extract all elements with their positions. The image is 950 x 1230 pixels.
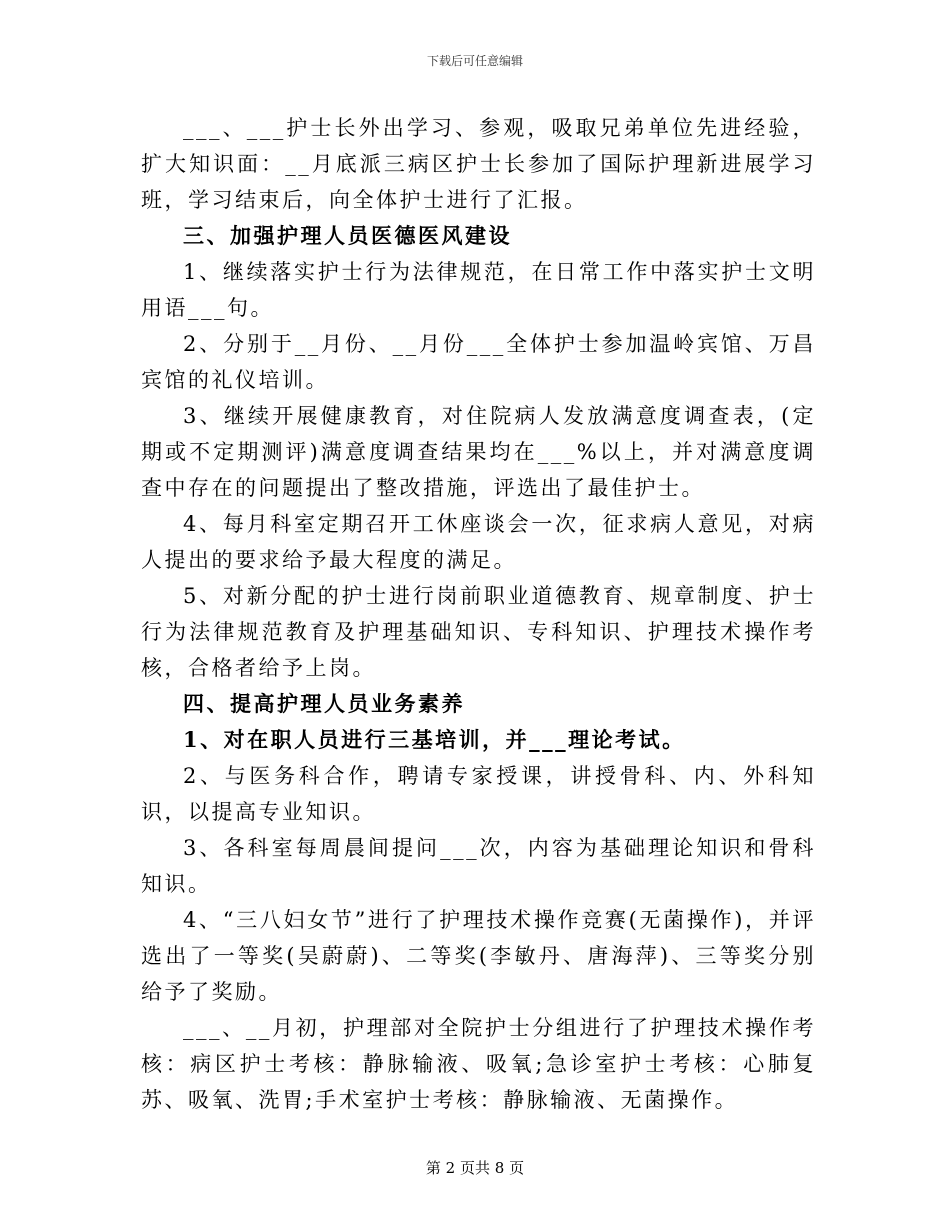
- page-footer: 第 2 页共 8 页: [425, 1159, 525, 1177]
- paragraph: 4、“三八妇女节”进行了护理技术操作竞赛(无菌操作)，并评选出了一等奖(吴蔚蔚)、二等奖(李敏丹、唐海萍)、三等奖分别给予了奖励。: [141, 908, 816, 1004]
- document-body: [141, 110, 816, 1118]
- bold-paragraph: 1、对在职人员进行三基培训，并___理论考试。: [183, 727, 686, 752]
- section-heading: 四、提高护理人员业务素养: [183, 691, 465, 716]
- paragraph: 1、继续落实护士行为法律规范，在日常工作中落实护士文明用语___句。: [141, 260, 816, 320]
- paragraph: 2、分别于__月份、__月份___全体护士参加温岭宾馆、万昌宾馆的礼仪培训。: [141, 332, 816, 392]
- page-header: 下载后可任意编辑: [426, 54, 523, 68]
- paragraph: 5、对新分配的护士进行岗前职业道德教育、规章制度、护士行为法律规范教育及护理基础知识、专科知识、护理技术操作考核，合格者给予上岗。: [141, 584, 816, 680]
- section-heading: 三、加强护理人员医德医风建设: [183, 223, 512, 248]
- paragraph: 2、与医务科合作，聘请专家授课，讲授骨科、内、外科知识，以提高专业知识。: [141, 764, 816, 824]
- paragraph: 3、继续开展健康教育，对住院病人发放满意度调查表，(定期或不定期测评)满意度调查结果均在___%以上，并对满意度调查中存在的问题提出了整改措施，评选出了最佳护士。: [141, 404, 816, 500]
- paragraph: 4、每月科室定期召开工休座谈会一次，征求病人意见，对病人提出的要求给予最大程度的满足。: [141, 512, 816, 572]
- paragraph: ___、__月初，护理部对全院护士分组进行了护理技术操作考核：病区护士考核：静脉输液、吸氧;急诊室护士考核：心肺复苏、吸氧、洗胃;手术室护士考核：静脉输液、无菌操作。: [141, 1016, 816, 1112]
- paragraph: ___、___护士长外出学习、参观，吸取兄弟单位先进经验，扩大知识面：__月底派三病区护士长参加了国际护理新进展学习班，学习结束后，向全体护士进行了汇报。: [141, 116, 816, 212]
- paragraph: 3、各科室每周晨间提问___次，内容为基础理论知识和骨科知识。: [141, 836, 816, 896]
